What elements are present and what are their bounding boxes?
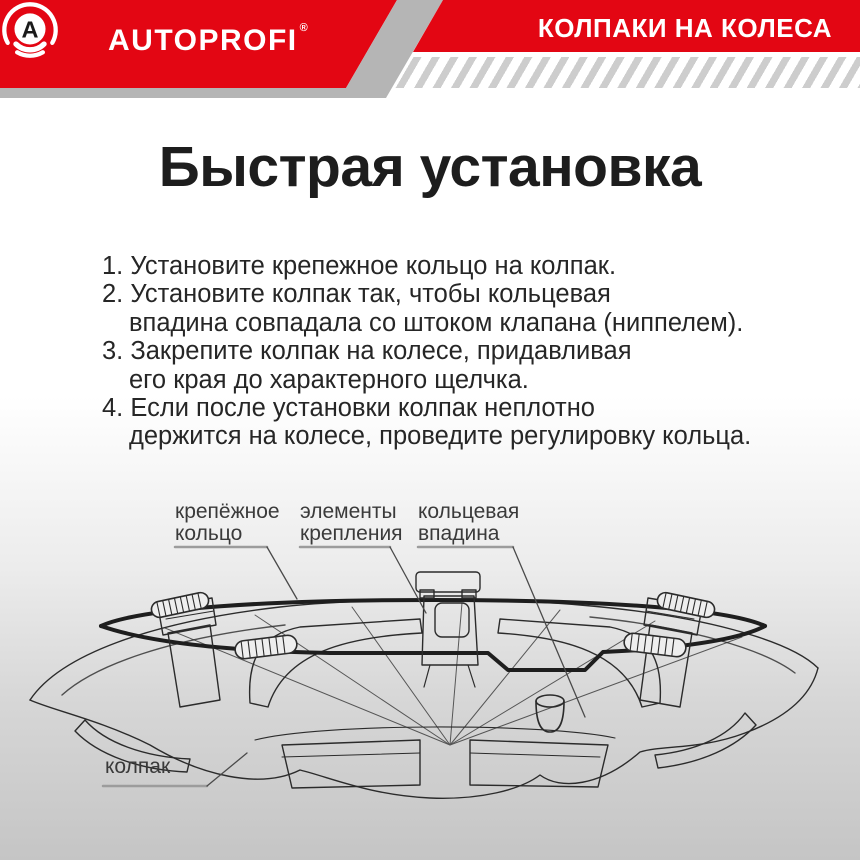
front-ridge-right [655,713,756,768]
label-line: впадина [418,521,500,545]
label-line: элементы [300,500,397,523]
step-line: 4. Если после установки колпак неплотно [102,394,595,423]
step-line: впадина совпадала со штоком клапана (ниппелем). [129,308,744,337]
label-leader-lines [103,547,585,786]
label-line: крепёжное [175,500,280,523]
step-line: 1. Установите крепежное кольцо на колпак. [102,252,617,280]
step-line: 2. Установите колпак так, чтобы кольцевая [102,280,611,309]
brand-name: AUTOPROFI [108,24,298,57]
step-line: 3. Закрепите колпак на колесе, придавливая [102,337,632,366]
label-line: кольцо [175,521,243,545]
brand-lockup [108,24,308,58]
logo-bottom-arc [17,52,43,55]
hub-plate-right [470,740,608,787]
installation-steps [102,252,802,451]
label-fastening-elements [300,501,403,544]
valve-stem-pocket [536,695,564,732]
hub-plate-left [282,740,420,788]
header [0,0,860,100]
logo-smile-arc [16,44,44,50]
autoprofi-logo-icon [0,0,60,60]
technical-diagram [0,495,860,860]
hub-area [255,727,615,788]
label-cover: колпак [105,755,171,778]
label-mounting-ring [175,501,280,544]
registered-mark: ® [299,22,308,34]
spring-coil-mid-left [234,634,298,659]
product-category-title: КОЛПАКИ НА КОЛЕСА [537,13,832,43]
mounting-ring-wire [101,600,765,670]
label-line: кольцевая [418,500,520,523]
tab-hole [435,603,469,637]
label-line: крепления [300,521,403,545]
label-ring-groove [418,501,519,544]
logo-letter: A [21,16,39,43]
inner-wall-left [250,619,422,707]
spring-coil-mid-right [623,632,687,657]
step-line: держится на колесе, проведите регулировку кольца. [129,422,752,451]
page-title: Быстрая установка [158,135,702,199]
step-line: его края до характерного щелчка. [129,365,529,394]
spring-coil-upper-left [150,591,210,619]
central-mounting-tab [416,572,480,687]
wheel-cover-drawing [0,495,860,860]
hatch-stripes [395,57,860,88]
